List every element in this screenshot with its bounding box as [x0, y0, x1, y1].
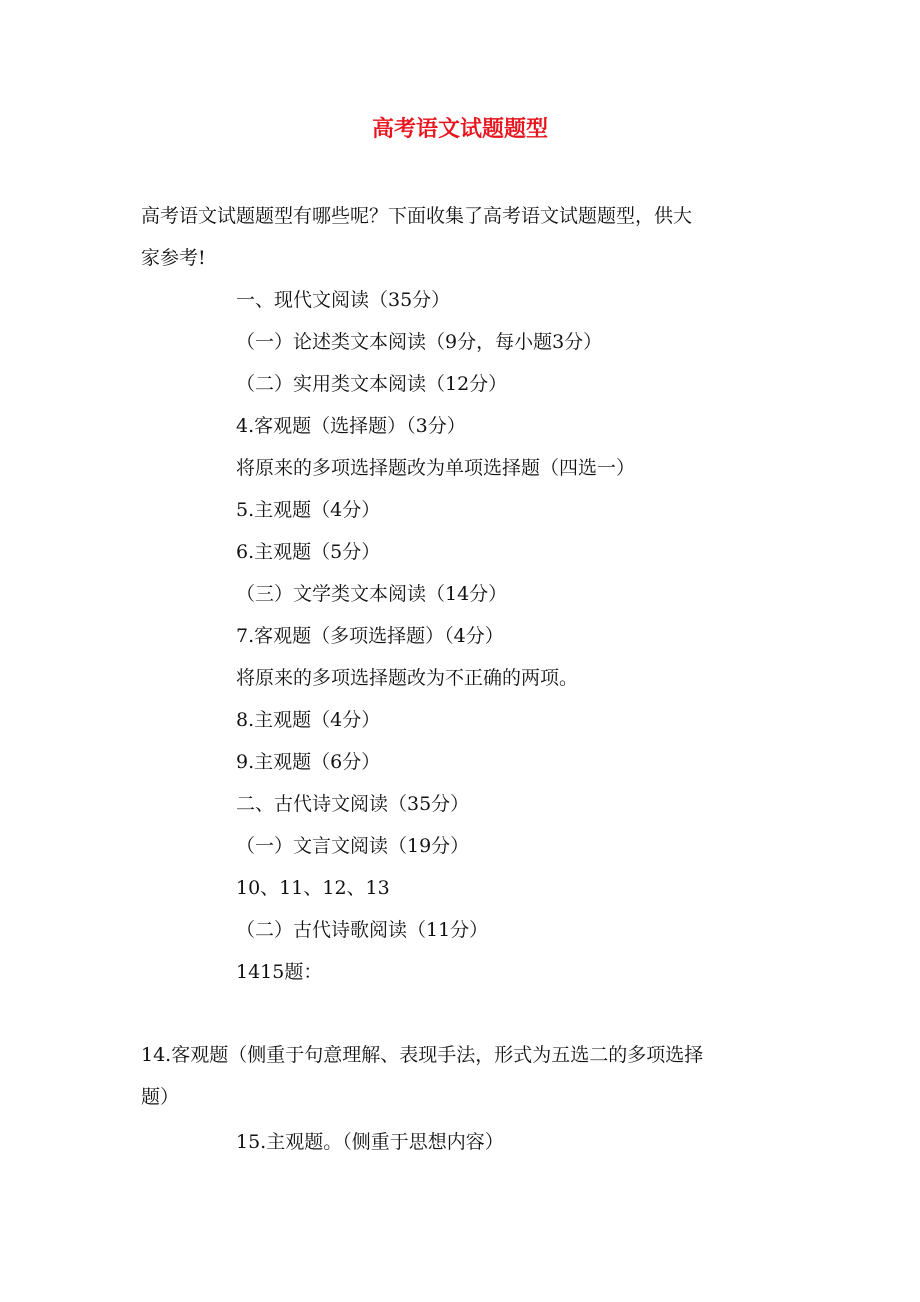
subsection-heading: （一）文言文阅读（19分） [236, 835, 470, 857]
question-item: 4.客观题（选择题）（3分） [236, 415, 466, 437]
question-15: 15.主观题。（侧重于思想内容） [236, 1131, 504, 1153]
subsection-heading: （二）古代诗歌阅读（11分） [236, 919, 489, 941]
subsection-heading: （二）实用类文本阅读（12分） [236, 373, 508, 395]
note-line: 将原来的多项选择题改为单项选择题（四选一） [236, 457, 636, 479]
question-item: 5.主观题（4分） [236, 499, 381, 521]
question-numbers: 1415题： [236, 961, 323, 983]
question-item: 7.客观题（多项选择题）（4分） [236, 625, 504, 647]
question-14-line-2: 题） [141, 1086, 180, 1108]
question-item: 8.主观题（4分） [236, 709, 381, 731]
question-item: 9.主观题（6分） [236, 751, 381, 773]
section-heading: 二、古代诗文阅读（35分） [236, 793, 470, 815]
question-item: 6.主观题（5分） [236, 541, 381, 563]
subsection-heading: （一）论述类文本阅读（9分，每小题3分） [236, 331, 603, 353]
section-heading: 一、现代文阅读（35分） [236, 289, 451, 311]
document-title: 高考语文试题题型 [371, 116, 548, 142]
question-14-line-1: 14.客观题（侧重于句意理解、表现手法，形式为五选二的多项选择 [141, 1044, 704, 1066]
intro-line-1: 高考语文试题题型有哪些呢？下面收集了高考语文试题题型，供大 [141, 205, 693, 227]
question-numbers: 10、11、12、13 [236, 877, 390, 899]
note-line: 将原来的多项选择题改为不正确的两项。 [236, 667, 579, 689]
intro-line-2: 家参考! [141, 247, 206, 269]
subsection-heading: （三）文学类文本阅读（14分） [236, 583, 508, 605]
